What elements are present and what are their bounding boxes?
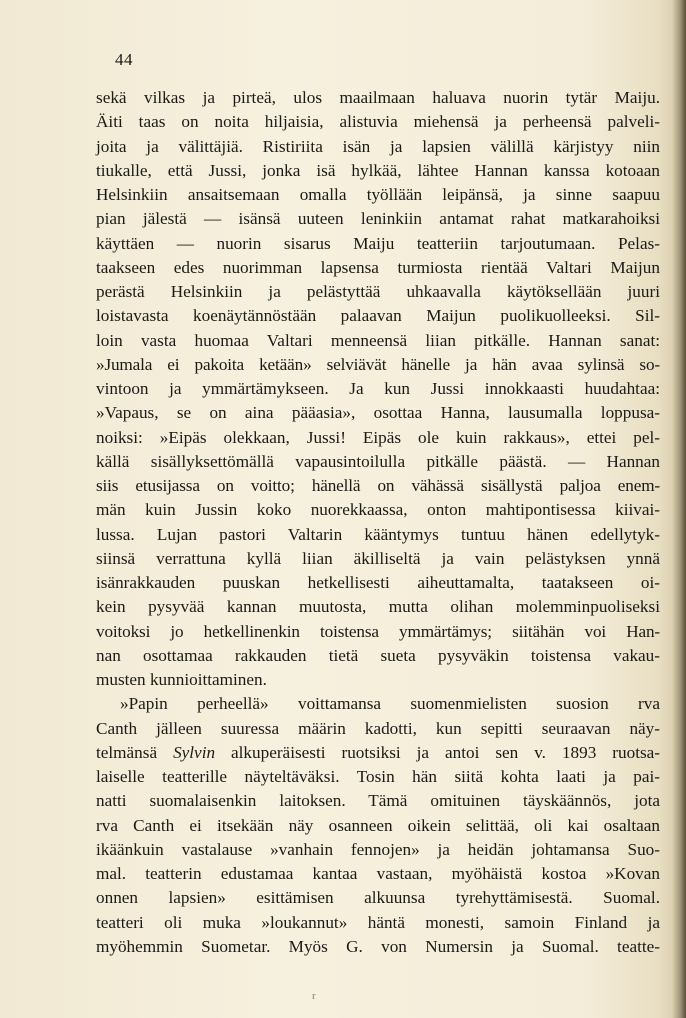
text-line: nan osottamaa rakkauden tietä sueta pysyväkin toistensa vakau-: [96, 645, 660, 665]
text-line: isänrakkauden puuskan hetkellisesti aiheuttamalta, taatakseen oi-: [96, 573, 660, 592]
page-edge-shadow: [672, 0, 686, 1018]
text-line: myöhemmin Suometar. Myös G. von Numersin ja Suomal. teatte-: [96, 936, 660, 956]
text-line: musten kunnioittaminen.: [96, 670, 267, 689]
text-line: noiksi: »Eipäs olekkaan, Jussi! Eipäs ole kuin rakkaus», ettei pel-: [96, 427, 660, 447]
text-line: laiselle teatterille näyteltäväksi. Tosin hän siitä kohta laati ja pai-: [96, 767, 660, 786]
text-line: »Vapaus, se on aina pääasia», osottaa Hanna, lausumalla loppusa-: [96, 403, 660, 423]
text-line: Helsinkiin ansaitsemaan omalla työllään leipänsä, ja sinne saapuu: [96, 185, 660, 204]
text-line: taakseen edes nuorimman lapsensa turmiosta rientää Valtari Maijun: [96, 257, 660, 277]
text-segment: telmänsä: [96, 742, 174, 762]
text-line: kein pysyvää kannan muutosta, mutta olihan molemminpuoliseksi: [96, 597, 660, 617]
text-line: vintoon ja ymmärtämykseen. Ja kun Jussi innokkaasti huudahtaa:: [96, 379, 660, 398]
text-line: mal. teatterin edustamaa kantaa vastaan, myöhäistä kostoa »Kovan: [96, 864, 660, 883]
text-line: lussa. Lujan pastori Valtarin kääntymys tuntuu hänen edellytyk-: [96, 524, 660, 544]
text-line: män kuin Jussin koko nuorekkaassa, onton mahtipontisessa kiivai-: [96, 500, 660, 520]
text-line: loistavasta koenäytännöstään palaavan Maijun puolikuolleeksi. Sil-: [96, 306, 660, 326]
text-segment: alkuperäisesti ruotsiksi ja antoi sen v. 1893 ruotsa-: [215, 742, 661, 762]
text-line: loin vasta huomaa Valtari menneensä liian pitkälle. Hannan sanat:: [96, 330, 660, 350]
text-line: rva Canth ei itsekään näy osanneen oikein selittää, oli kai osaltaan: [96, 815, 660, 835]
printer-mark: r: [312, 990, 316, 1002]
text-line: siis etusijassa on voitto; hänellä on vähässä sisällystä paljoa enem-: [96, 476, 660, 495]
text-line: [96, 741, 660, 765]
text-line: käyttäen — nuorin sisarus Maiju teatteriin tarjoutumaan. Pelas-: [96, 233, 660, 253]
text-line: ikäänkuin vastalause »vanhain fennojen» ja heidän johtamansa Suo-: [96, 839, 660, 859]
text-line: pian jälestä — isänsä uuteen leninkiin antamat rahat matkarahoiksi: [96, 209, 660, 229]
paragraph-2: [96, 692, 660, 959]
text-line: sekä vilkas ja pirteä, ulos maailmaan haluava nuorin tytär Maiju.: [96, 88, 660, 107]
text-line: Äiti taas on noita hiljaisia, alistuvia miehensä ja perheensä palveli-: [96, 112, 660, 132]
text-line: »Jumala ei pakoita ketään» selviävät hänelle ja hän avaa sylinsä so-: [96, 354, 660, 374]
paragraph-1: [96, 86, 660, 692]
text-line: natti suomalaisenkin laitoksen. Tämä omituinen täyskäännös, jota: [96, 791, 660, 811]
text-line: tiukalle, että Jussi, jonka isä hylkää, lähtee Hannan kanssa kotoaan: [96, 160, 660, 180]
text-line: »Papin perheellä» voittamansa suomenmielisten suosion rva: [120, 694, 660, 714]
text-line: voitoksi jo hetkellinenkin toistensa ymmärtämys; siitähän voi Han-: [96, 621, 660, 641]
text-line: onnen lapsien» esittämisen alkuunsa tyrehyttämisestä. Suomal.: [96, 888, 660, 908]
text-line: joita ja välittäjiä. Ristiriita isän ja lapsien välillä kärjistyy niin: [96, 136, 660, 156]
text-line: perästä Helsinkiin ja pelästyttää uhkaavalla käytöksellään juuri: [96, 282, 660, 301]
text-line: källä sisällyksettömällä vapausintoilulla pitkälle päästä. — Hannan: [96, 451, 660, 471]
text-line: siinsä verrattuna kyllä liian äkilliseltä ja vain pelästyksen ynnä: [96, 548, 660, 568]
play-title: Sylvin: [173, 742, 216, 762]
page-number: 44: [115, 50, 133, 69]
text-line: Canth jälleen suuressa määrin kadotti, kun sepitti seuraavan näy-: [96, 718, 660, 738]
body-text: [96, 86, 660, 959]
text-line: teatteri oli muka »loukannut» häntä monesti, samoin Finland ja: [96, 912, 660, 932]
